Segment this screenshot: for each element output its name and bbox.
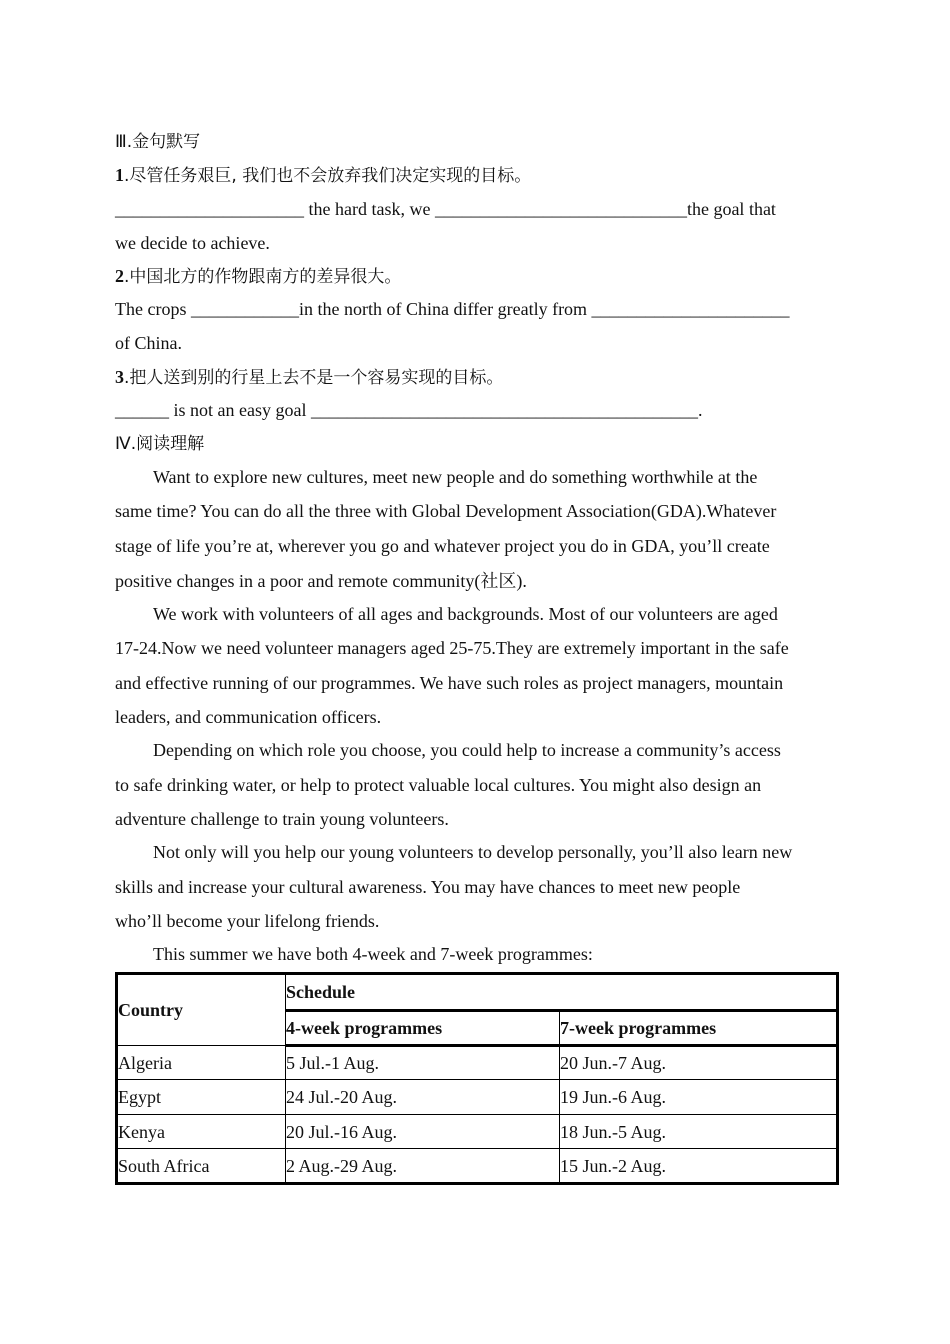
paragraph-line: and effective running of our programmes. We have such roles as project managers, mountain <box>115 673 784 693</box>
item-number: 2 <box>115 266 124 286</box>
country-cell: South Africa <box>117 1149 286 1184</box>
item-chinese: .把人送到别的行星上去不是一个容易实现的目标。 <box>124 368 504 388</box>
paragraph-line: who’ll become your lifelong friends. <box>115 911 380 931</box>
table-row <box>117 1149 838 1184</box>
country-cell: Algeria <box>117 1046 286 1080</box>
paragraph-line: same time? You can do all the three with Global Development Association(GDA).Whatever <box>115 501 777 521</box>
paragraph-line: Not only will you help our young volunteers to develop personally, you’ll also learn new <box>153 842 793 862</box>
paragraph-line: stage of life you’re at, wherever you go and whatever project you do in GDA, you’ll create <box>115 536 770 556</box>
item-number: 3 <box>115 367 124 387</box>
item-2-prompt <box>115 264 401 289</box>
paragraph-line: Want to explore new cultures, meet new people and do something worthwhile at the <box>153 467 758 487</box>
paragraph-line: adventure challenge to train young volunteers. <box>115 809 449 829</box>
item-1-english-line-1: _____________________ the hard task, we ____________________________the goal that <box>115 199 776 219</box>
item-2-english-line-2: of China. <box>115 333 182 353</box>
seven-week-cell: 19 Jun.-6 Aug. <box>560 1080 838 1115</box>
country-cell: Egypt <box>117 1080 286 1115</box>
seven-week-cell: 20 Jun.-7 Aug. <box>560 1046 838 1080</box>
four-week-cell: 20 Jul.-16 Aug. <box>286 1115 560 1149</box>
four-week-cell: 5 Jul.-1 Aug. <box>286 1046 560 1080</box>
seven-week-header: 7-week programmes <box>560 1011 838 1046</box>
item-3-english-line-1: ______ is not an easy goal ___________________________________________. <box>115 400 703 420</box>
schedule-header: Schedule <box>286 974 838 1011</box>
table-row <box>117 1080 838 1115</box>
item-chinese: .尽管任务艰巨, 我们也不会放弃我们决定实现的目标。 <box>124 166 532 186</box>
item-3-prompt <box>115 365 503 390</box>
item-chinese: .中国北方的作物跟南方的差异很大。 <box>124 267 402 287</box>
item-1-english-line-2: we decide to achieve. <box>115 233 270 253</box>
four-week-cell: 2 Aug.-29 Aug. <box>286 1149 560 1184</box>
section-3-title: Ⅲ.金句默写 <box>115 132 201 152</box>
seven-week-cell: 15 Jun.-2 Aug. <box>560 1149 838 1184</box>
paragraph-line: 17-24.Now we need volunteer managers aged 25-75.They are extremely important in the safe <box>115 638 789 658</box>
paragraph-line: to safe drinking water, or help to protect valuable local cultures. You might also design an <box>115 775 762 795</box>
item-1-prompt <box>115 163 531 188</box>
paragraph-line: skills and increase your cultural awareness. You may have chances to meet new people <box>115 877 741 897</box>
paragraph-line: positive changes in a poor and remote community(社区). <box>115 571 527 591</box>
paragraph-line: leaders, and communication officers. <box>115 707 382 727</box>
item-2-english-line-1: The crops ____________in the north of China differ greatly from ______________________ <box>115 299 790 319</box>
item-number: 1 <box>115 165 124 185</box>
four-week-cell: 24 Jul.-20 Aug. <box>286 1080 560 1115</box>
table-row <box>117 1115 838 1149</box>
paragraph-line: We work with volunteers of all ages and backgrounds. Most of our volunteers are aged <box>153 604 778 624</box>
section-4-title: Ⅳ.阅读理解 <box>115 434 205 454</box>
seven-week-cell: 18 Jun.-5 Aug. <box>560 1115 838 1149</box>
four-week-header: 4-week programmes <box>286 1011 560 1046</box>
country-header: Country <box>117 974 286 1046</box>
country-cell: Kenya <box>117 1115 286 1149</box>
table-header-row <box>117 974 838 1011</box>
schedule-table <box>115 972 839 1185</box>
paragraph-line: This summer we have both 4-week and 7-week programmes: <box>153 944 593 964</box>
table-row <box>117 1046 838 1080</box>
paragraph-line: Depending on which role you choose, you could help to increase a community’s access <box>153 740 781 760</box>
